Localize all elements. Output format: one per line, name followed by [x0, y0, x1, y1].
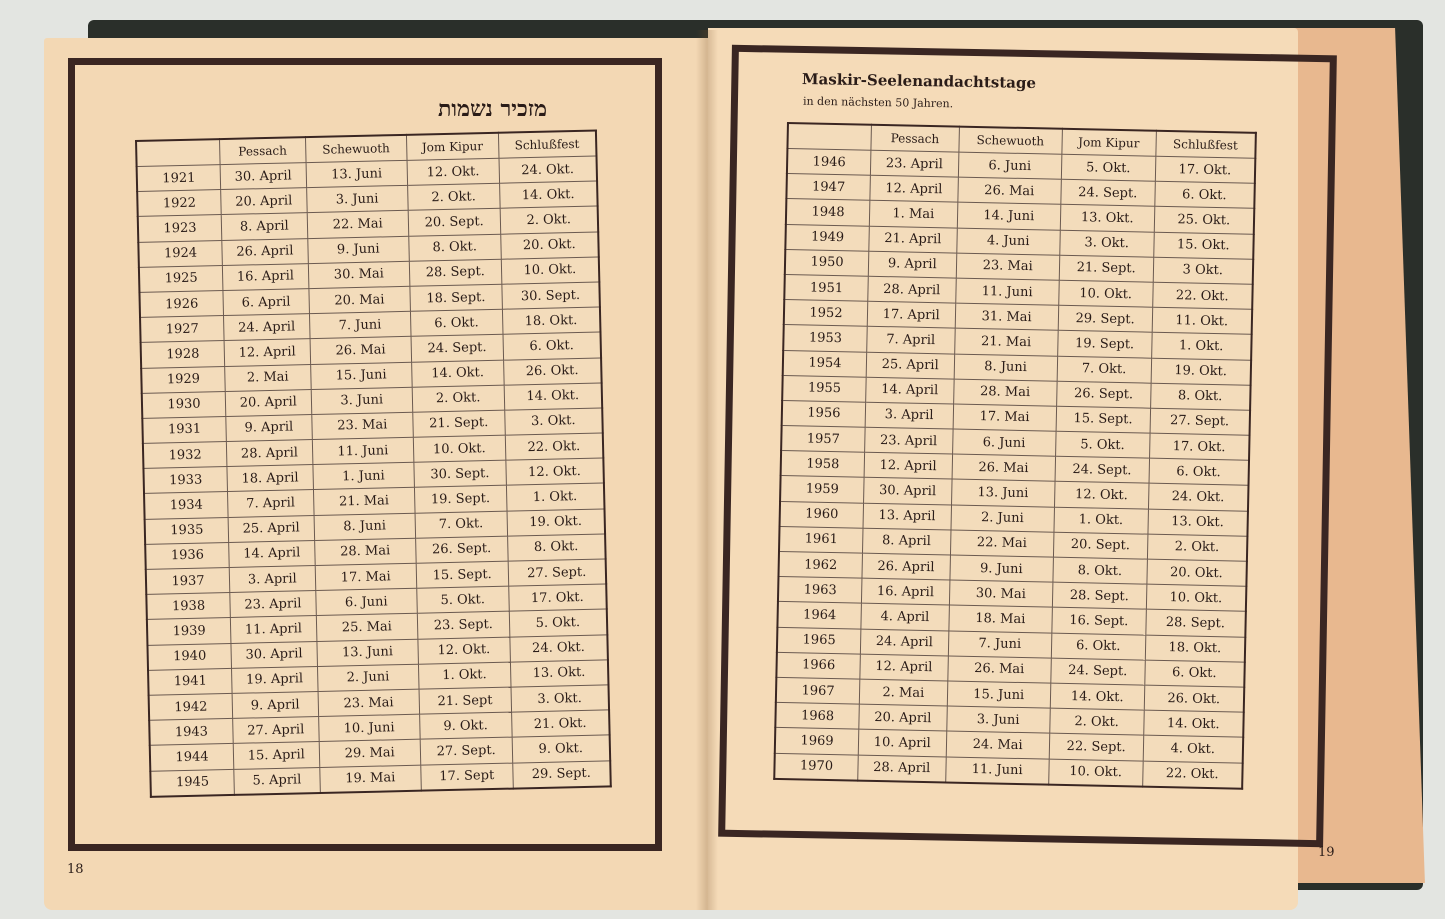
date-cell: 10. Okt.: [501, 257, 599, 284]
date-cell: 5. Okt.: [1061, 154, 1155, 181]
year-cell: 1951: [784, 274, 868, 301]
date-cell: 8. Okt.: [1150, 383, 1250, 410]
date-cell: 26. Mai: [952, 454, 1056, 481]
date-cell: 26. Mai: [947, 656, 1051, 683]
date-cell: 14. Okt.: [1143, 710, 1243, 737]
date-cell: 9. Juni: [307, 236, 409, 263]
date-cell: 27. Sept.: [508, 559, 606, 586]
year-cell: 1962: [778, 551, 862, 578]
date-cell: 22. Sept.: [1049, 733, 1143, 760]
year-cell: 1933: [143, 467, 227, 494]
date-cell: 13. Juni: [317, 639, 419, 666]
date-cell: 12. April: [224, 339, 310, 366]
date-cell: 9. April: [868, 251, 956, 278]
date-cell: 24. Sept.: [411, 335, 503, 362]
date-cell: 23. April: [230, 591, 316, 618]
date-cell: 15. Okt.: [1153, 232, 1253, 259]
date-cell: 24. Okt.: [509, 634, 607, 661]
date-cell: 16. April: [861, 578, 949, 605]
date-cell: 29. Sept.: [512, 760, 610, 788]
date-cell: 26. Okt.: [1144, 685, 1244, 712]
date-cell: 24. Sept.: [1061, 179, 1155, 206]
date-cell: 6. Juni: [958, 152, 1062, 179]
year-cell: 1936: [145, 542, 229, 569]
year-cell: 1959: [780, 476, 864, 503]
year-cell: 1925: [139, 265, 223, 292]
date-cell: 30. April: [231, 641, 317, 668]
date-cell: 24. Mai: [946, 731, 1050, 758]
date-cell: 18. Okt.: [502, 307, 600, 334]
date-cell: 21. Sept.: [1059, 255, 1153, 282]
column-header: Schlußfest: [1155, 131, 1255, 159]
year-cell: 1945: [150, 769, 234, 797]
date-cell: 2. Juni: [317, 664, 419, 691]
date-cell: 30. Sept.: [501, 282, 599, 309]
date-cell: 3. Okt.: [1060, 230, 1154, 257]
date-cell: 10. Okt.: [1146, 584, 1246, 611]
date-cell: 12. April: [860, 654, 948, 681]
date-cell: 3. Juni: [306, 186, 408, 213]
date-cell: 29. Sept.: [1058, 305, 1152, 332]
date-cell: 2. Okt.: [412, 385, 504, 412]
date-cell: 10. Okt.: [1049, 759, 1143, 787]
date-cell: 24. Okt.: [1148, 484, 1248, 511]
date-cell: 27. April: [233, 717, 319, 744]
date-cell: 11. Juni: [945, 756, 1049, 784]
date-cell: 6. Juni: [315, 588, 417, 615]
column-header-year: [136, 139, 220, 166]
year-cell: 1924: [138, 240, 222, 267]
date-cell: 28. April: [868, 276, 956, 303]
date-cell: 8. Okt.: [409, 234, 501, 261]
date-cell: 31. Mai: [955, 303, 1059, 330]
year-cell: 1937: [146, 567, 230, 594]
year-cell: 1922: [137, 190, 221, 217]
date-cell: 6. Okt.: [503, 332, 601, 359]
date-cell: 3. April: [865, 402, 953, 429]
date-cell: 1. Mai: [869, 201, 957, 228]
date-cell: 8. Okt.: [507, 534, 605, 561]
year-cell: 1943: [149, 719, 233, 746]
year-cell: 1931: [142, 416, 226, 443]
date-cell: 20. Mai: [309, 286, 411, 313]
date-cell: 1. Okt.: [418, 662, 510, 689]
date-cell: 5. April: [234, 767, 320, 795]
date-cell: 10. Juni: [318, 714, 420, 741]
date-cell: 14. April: [866, 377, 954, 404]
date-cell: 10. April: [858, 729, 946, 756]
date-cell: 22. Mai: [307, 211, 409, 238]
right-date-table: [773, 122, 1257, 789]
date-cell: 6. Okt.: [1149, 458, 1249, 485]
date-cell: 3 Okt.: [1153, 257, 1253, 284]
date-cell: 13. Okt.: [1060, 205, 1154, 232]
date-cell: 30. Mai: [308, 261, 410, 288]
date-cell: 28. Mai: [314, 538, 416, 565]
year-cell: 1953: [783, 325, 867, 352]
year-cell: 1923: [138, 215, 222, 242]
year-cell: 1941: [148, 668, 232, 695]
year-cell: 1960: [780, 501, 864, 528]
date-cell: 6. Juni: [952, 429, 1056, 456]
date-cell: 13. Okt.: [1148, 509, 1248, 536]
date-cell: 26. April: [862, 553, 950, 580]
year-cell: 1965: [777, 627, 861, 654]
date-cell: 12. April: [870, 175, 958, 202]
date-cell: 9. April: [232, 691, 318, 718]
date-cell: 25. April: [228, 515, 314, 542]
book-gutter: [696, 30, 718, 910]
date-cell: 12. April: [864, 452, 952, 479]
date-cell: 28. April: [858, 755, 946, 783]
date-cell: 20. April: [859, 704, 947, 731]
date-cell: 18. April: [227, 465, 313, 492]
date-cell: 24. Okt.: [499, 156, 597, 183]
date-cell: 24. Sept.: [1051, 658, 1145, 685]
date-cell: 3. Juni: [946, 706, 1050, 733]
date-cell: 23. Sept.: [417, 612, 509, 639]
date-cell: 3. Okt.: [504, 408, 602, 435]
date-cell: 1. Juni: [313, 463, 415, 490]
date-cell: 1. Okt.: [1054, 507, 1148, 534]
date-cell: 11. April: [230, 616, 316, 643]
date-cell: 9. Okt.: [419, 712, 511, 739]
date-cell: 24. Sept.: [1055, 456, 1149, 483]
date-cell: 28. Sept.: [1052, 582, 1146, 609]
date-cell: 7. April: [867, 327, 955, 354]
date-cell: 1. Okt.: [506, 483, 604, 510]
date-cell: 2. Mai: [859, 679, 947, 706]
date-cell: 15. April: [233, 742, 319, 769]
date-cell: 4. April: [861, 604, 949, 631]
column-header: Jom Kipur: [1062, 129, 1156, 156]
year-cell: 1934: [144, 492, 228, 519]
date-cell: 28. Sept.: [409, 259, 501, 286]
column-header: Pessach: [871, 125, 959, 152]
year-cell: 1938: [146, 593, 230, 620]
date-cell: 17. Okt.: [508, 584, 606, 611]
year-cell: 1952: [784, 300, 868, 327]
date-cell: 17. April: [867, 301, 955, 328]
date-cell: 22. Okt.: [1152, 282, 1252, 309]
column-header: Schewuoth: [958, 127, 1062, 155]
date-cell: 10. Okt.: [413, 435, 505, 462]
date-cell: 5. Okt.: [1055, 431, 1149, 458]
year-cell: 1948: [786, 199, 870, 226]
date-cell: 25. Okt.: [1154, 207, 1254, 234]
date-cell: 13. April: [863, 503, 951, 530]
date-cell: 19. Okt.: [507, 509, 605, 536]
date-cell: 2. Juni: [950, 505, 1054, 532]
page-subtitle: in den nächsten 50 Jahren.: [802, 94, 954, 111]
column-header: Schewuoth: [305, 135, 407, 163]
page-title: Maskir-Seelenandachtstage: [801, 69, 1037, 93]
date-cell: 22. Okt.: [1142, 761, 1242, 789]
column-header-year: [787, 123, 871, 150]
date-cell: 20. Sept.: [1053, 532, 1147, 559]
date-cell: 17. Mai: [953, 404, 1057, 431]
column-header: Pessach: [220, 137, 306, 164]
date-cell: 23. Mai: [318, 689, 420, 716]
date-cell: 18. Okt.: [1145, 635, 1245, 662]
date-cell: 13. Juni: [951, 479, 1055, 506]
date-cell: 18. Mai: [948, 605, 1052, 632]
date-cell: 3. Juni: [311, 387, 413, 414]
date-cell: 13. Juni: [306, 160, 408, 187]
date-cell: 21. Sept: [419, 687, 511, 714]
year-cell: 1930: [142, 391, 226, 418]
year-cell: 1968: [775, 703, 859, 730]
year-cell: 1932: [143, 442, 227, 469]
date-cell: 23. Mai: [956, 253, 1060, 280]
date-cell: 2. Okt.: [500, 206, 598, 233]
date-cell: 21. Mai: [954, 328, 1058, 355]
year-cell: 1935: [145, 517, 229, 544]
date-cell: 9. April: [226, 414, 312, 441]
date-cell: 15. Juni: [947, 681, 1051, 708]
column-header: Jom Kipur: [406, 133, 498, 161]
date-cell: 2. Mai: [225, 364, 311, 391]
date-cell: 2. Okt.: [407, 183, 499, 210]
year-cell: 1956: [782, 400, 866, 427]
date-cell: 4. Juni: [956, 228, 1060, 255]
date-cell: 24. April: [224, 314, 310, 341]
date-cell: 5. Okt.: [509, 609, 607, 636]
date-cell: 20. April: [221, 188, 307, 215]
date-cell: 8. April: [862, 528, 950, 555]
year-cell: 1963: [778, 577, 862, 604]
date-cell: 23. April: [865, 427, 953, 454]
date-cell: 21. Okt.: [511, 710, 609, 737]
date-cell: 17. Okt.: [1149, 433, 1249, 460]
date-cell: 30. Mai: [949, 580, 1053, 607]
date-cell: 14. Juni: [957, 202, 1061, 229]
date-cell: 15. Juni: [310, 362, 412, 389]
date-cell: 6. Okt.: [1154, 181, 1254, 208]
date-cell: 8. Juni: [314, 513, 416, 540]
date-cell: 7. Juni: [948, 631, 1052, 658]
date-cell: 26. Sept.: [1056, 381, 1150, 408]
year-cell: 1946: [787, 149, 871, 176]
date-cell: 7. Okt.: [1057, 356, 1151, 383]
date-cell: 12. Okt.: [418, 637, 510, 664]
column-header: Schlußfest: [498, 131, 596, 159]
date-cell: 9. Okt.: [512, 735, 610, 762]
date-cell: 26. Mai: [310, 337, 412, 364]
date-cell: 27. Sept.: [1150, 408, 1250, 435]
date-cell: 22. Okt.: [505, 433, 603, 460]
date-cell: 14. Okt.: [499, 181, 597, 208]
date-cell: 12. Okt.: [1054, 482, 1148, 509]
date-cell: 14. April: [229, 540, 315, 567]
year-cell: 1921: [137, 165, 221, 192]
date-cell: 20. Okt.: [500, 232, 598, 259]
page-number-right: 19: [1318, 845, 1335, 860]
date-cell: 7. Okt.: [415, 511, 507, 538]
date-cell: 11. Juni: [312, 437, 414, 464]
date-cell: 5. Okt.: [417, 586, 509, 613]
date-cell: 20. Okt.: [1146, 559, 1246, 586]
year-cell: 1928: [141, 341, 225, 368]
date-cell: 30. April: [864, 478, 952, 505]
date-cell: 6. Okt.: [410, 309, 502, 336]
date-cell: 15. Sept.: [416, 561, 508, 588]
date-cell: 24. April: [860, 629, 948, 656]
date-cell: 2. Okt.: [1147, 534, 1247, 561]
date-cell: 6. April: [223, 289, 309, 316]
date-cell: 17. Okt.: [1155, 156, 1255, 183]
year-cell: 1942: [149, 693, 233, 720]
year-cell: 1958: [781, 451, 865, 478]
year-cell: 1926: [139, 290, 223, 317]
date-cell: 26. Sept.: [415, 536, 507, 563]
year-cell: 1950: [785, 249, 869, 276]
date-cell: 30. April: [220, 163, 306, 190]
date-cell: 23. April: [870, 150, 958, 177]
date-cell: 20. Sept.: [408, 209, 500, 236]
date-cell: 28. Mai: [953, 379, 1057, 406]
year-cell: 1929: [141, 366, 225, 393]
left-date-table: [135, 130, 612, 798]
date-cell: 14. Okt.: [504, 383, 602, 410]
date-cell: 16. April: [222, 263, 308, 290]
date-cell: 1. Okt.: [1151, 332, 1251, 359]
year-cell: 1964: [777, 602, 861, 629]
date-cell: 11. Okt.: [1152, 307, 1252, 334]
year-cell: 1954: [783, 350, 867, 377]
page-number-left: 18: [67, 862, 84, 877]
date-cell: 9. Juni: [949, 555, 1053, 582]
date-cell: 16. Sept.: [1052, 608, 1146, 635]
date-cell: 3. April: [229, 566, 315, 593]
date-cell: 10. Okt.: [1059, 280, 1153, 307]
date-cell: 21. April: [869, 226, 957, 253]
date-cell: 26. Mai: [957, 177, 1061, 204]
date-cell: 12. Okt.: [407, 158, 499, 185]
year-cell: 1939: [147, 618, 231, 645]
date-cell: 8. Okt.: [1053, 557, 1147, 584]
year-cell: 1966: [776, 652, 860, 679]
date-cell: 25. Mai: [316, 614, 418, 641]
date-cell: 18. Sept.: [410, 284, 502, 311]
date-cell: 11. Juni: [955, 278, 1059, 305]
date-cell: 12. Okt.: [505, 458, 603, 485]
year-cell: 1961: [779, 526, 863, 553]
year-cell: 1967: [776, 677, 860, 704]
year-cell: 1947: [786, 174, 870, 201]
date-cell: 28. April: [226, 440, 312, 467]
date-cell: 4. Okt.: [1143, 735, 1243, 762]
date-cell: 14. Okt.: [411, 360, 503, 387]
date-cell: 8. April: [221, 213, 307, 240]
date-cell: 20. April: [225, 389, 311, 416]
year-cell: 1940: [147, 643, 231, 670]
date-cell: 17. Sept: [421, 763, 513, 791]
date-cell: 21. Mai: [313, 488, 415, 515]
date-cell: 19. April: [232, 666, 318, 693]
date-cell: 6. Okt.: [1144, 660, 1244, 687]
date-cell: 23. Mai: [311, 412, 413, 439]
date-cell: 26. April: [222, 238, 308, 265]
date-cell: 2. Okt.: [1050, 708, 1144, 735]
date-cell: 28. Sept.: [1145, 609, 1245, 636]
date-cell: 19. Sept.: [414, 486, 506, 513]
date-cell: 19. Sept.: [1057, 331, 1151, 358]
date-cell: 6. Okt.: [1051, 633, 1145, 660]
year-cell: 1969: [775, 728, 859, 755]
date-cell: 7. April: [228, 490, 314, 517]
year-cell: 1944: [150, 744, 234, 771]
year-cell: 1927: [140, 316, 224, 343]
date-cell: 13. Okt.: [510, 660, 608, 687]
year-cell: 1970: [774, 753, 858, 780]
date-cell: 29. Mai: [319, 740, 421, 767]
year-cell: 1957: [781, 426, 865, 453]
date-cell: 3. Okt.: [511, 685, 609, 712]
date-cell: 25. April: [866, 352, 954, 379]
date-cell: 8. Juni: [954, 354, 1058, 381]
date-cell: 19. Mai: [319, 765, 421, 793]
date-cell: 17. Mai: [315, 563, 417, 590]
date-cell: 26. Okt.: [503, 357, 601, 384]
hebrew-title: מזכיר נשמות: [438, 96, 547, 122]
date-cell: 19. Okt.: [1151, 358, 1251, 385]
date-cell: 7. Juni: [309, 311, 411, 338]
date-cell: 21. Sept.: [413, 410, 505, 437]
year-cell: 1955: [782, 375, 866, 402]
date-cell: 15. Sept.: [1056, 406, 1150, 433]
date-cell: 30. Sept.: [414, 460, 506, 487]
date-cell: 14. Okt.: [1050, 683, 1144, 710]
date-cell: 22. Mai: [950, 530, 1054, 557]
date-cell: 27. Sept.: [420, 737, 512, 764]
year-cell: 1949: [785, 224, 869, 251]
